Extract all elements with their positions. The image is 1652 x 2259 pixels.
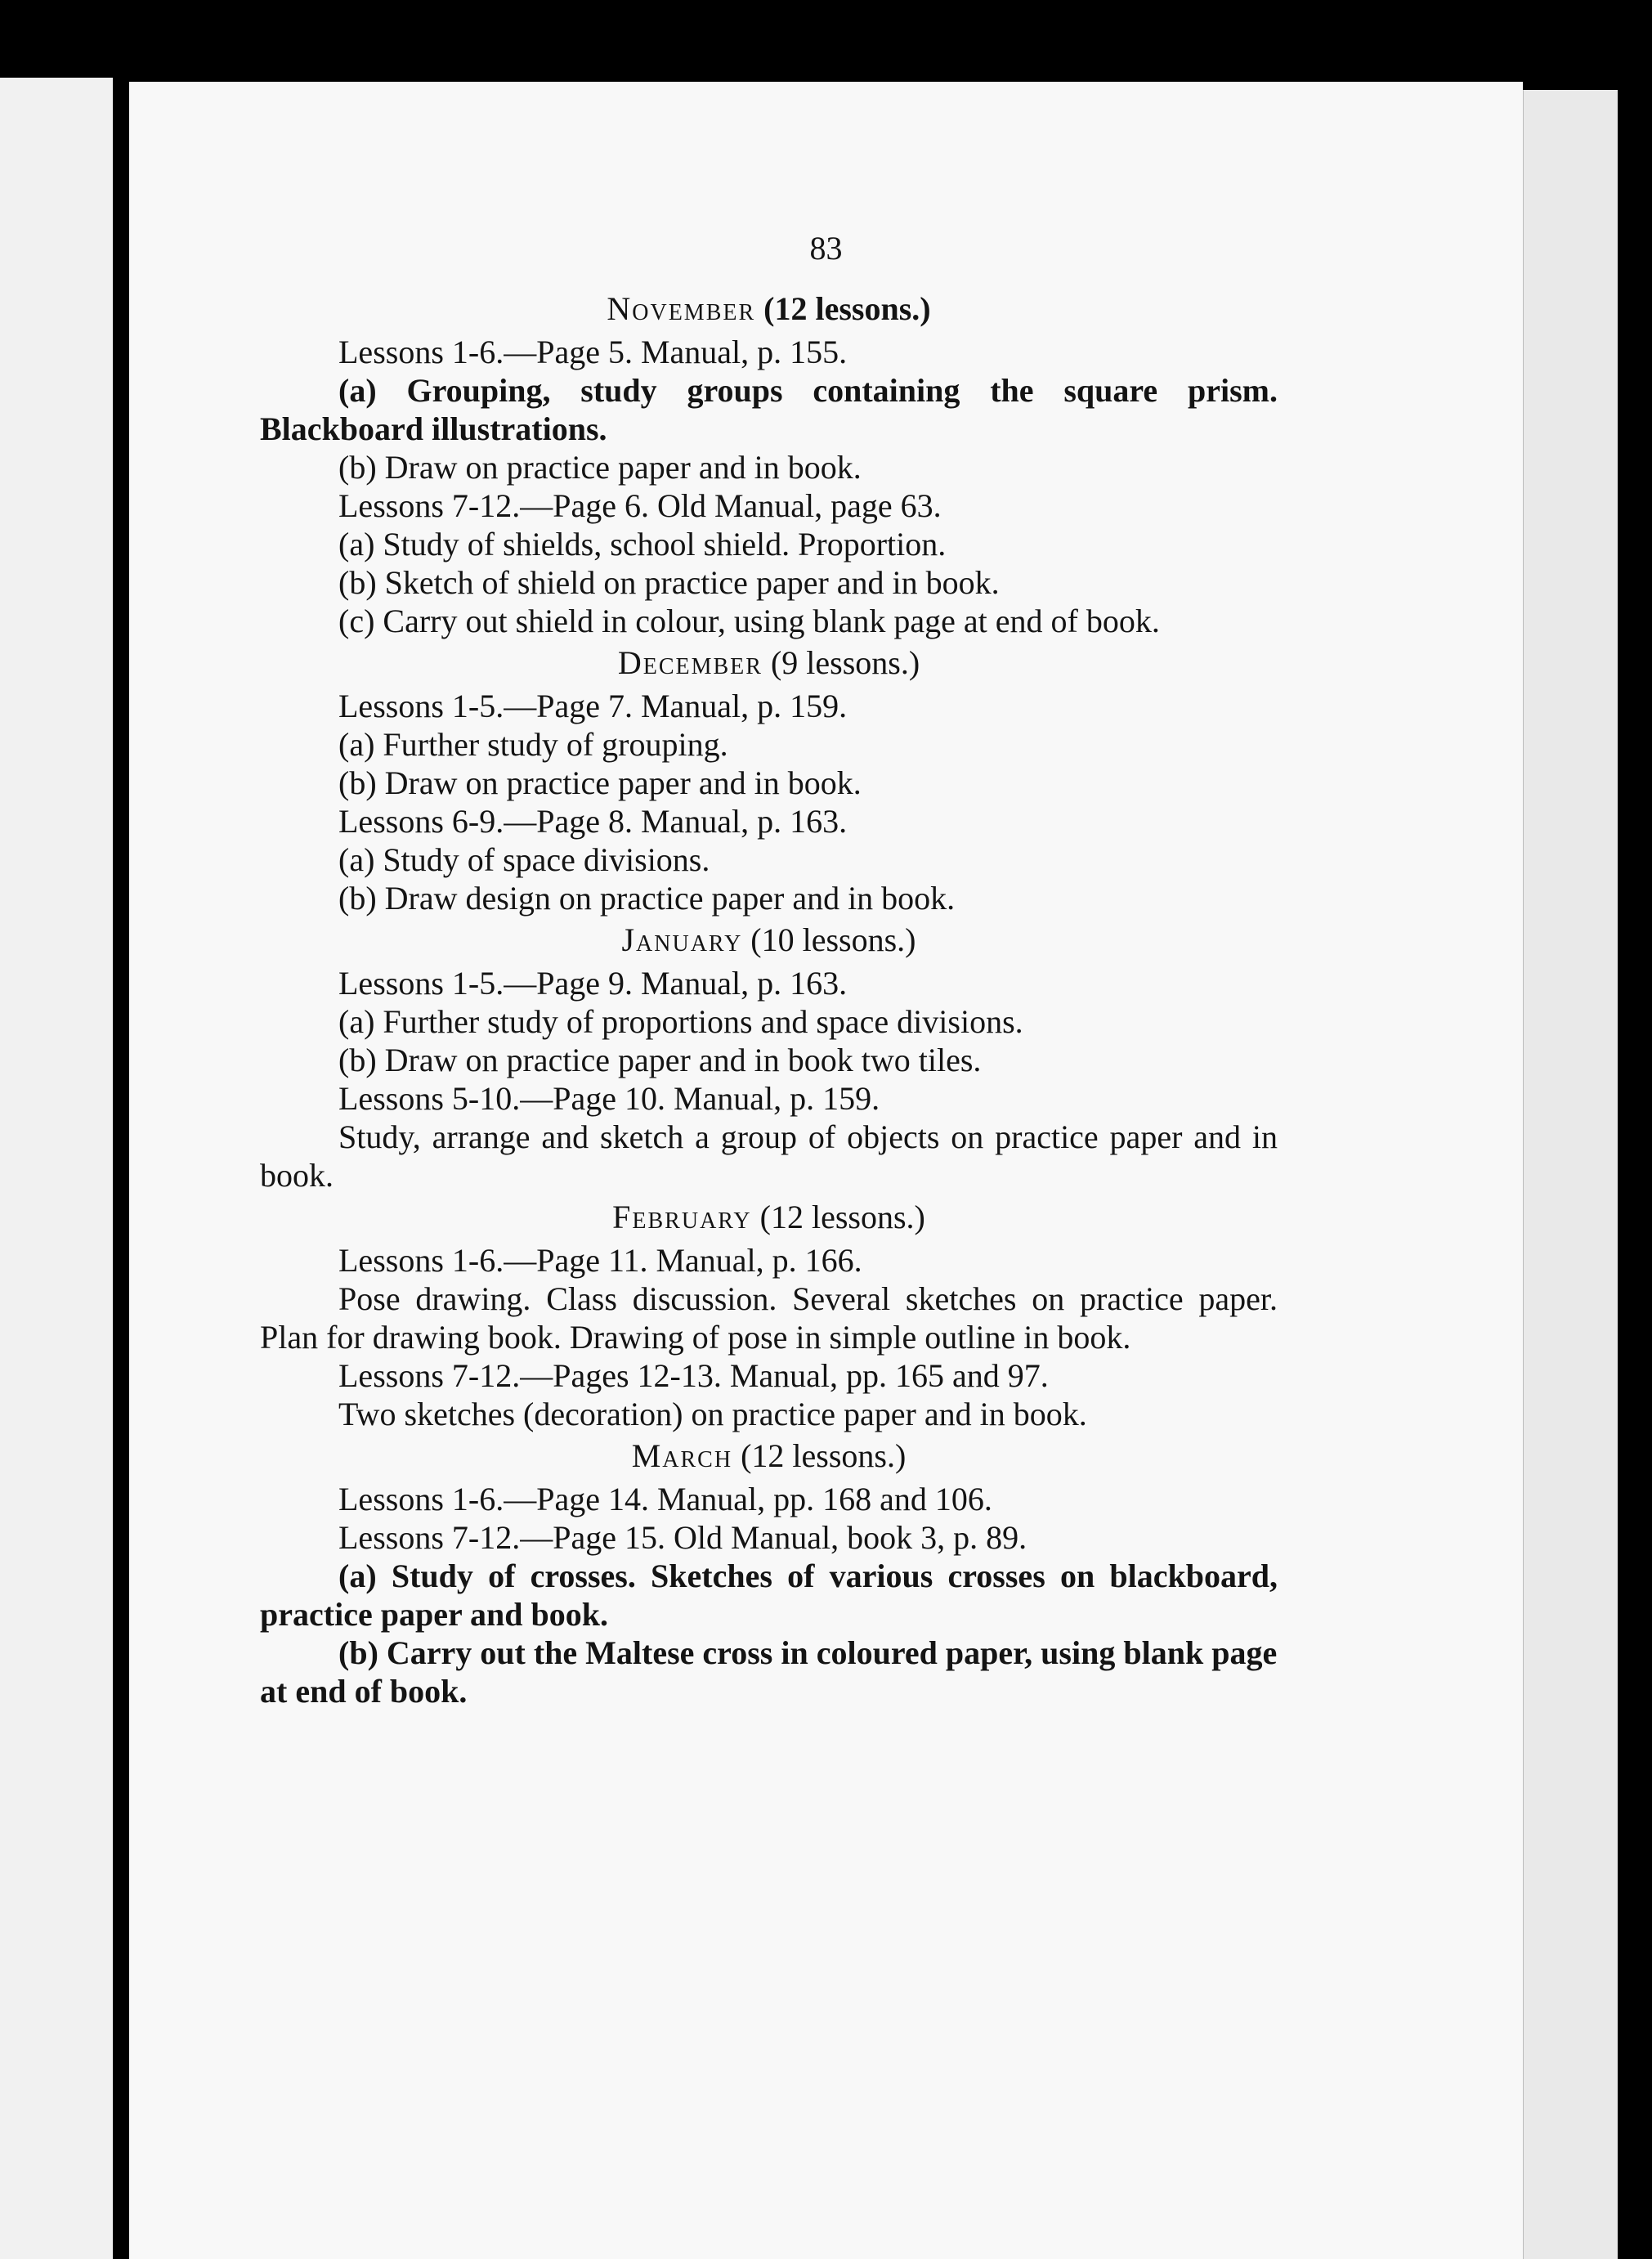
lesson-count: (9 lessons.) xyxy=(770,644,920,681)
text-line: (b) Draw on practice paper and in book. xyxy=(338,449,862,486)
syllabus-text xyxy=(260,286,1278,1710)
section-heading-december xyxy=(260,643,1278,682)
text-line: Lessons 7-12.—Page 15. Old Manual, book 3, p. 89. xyxy=(338,1519,1027,1556)
text-line: Lessons 1-5.—Page 9. Manual, p. 163. xyxy=(338,965,848,1002)
text-line: Lessons 6-9.—Page 8. Manual, p. 163. xyxy=(338,803,848,840)
text-line: (a) Study of space divisions. xyxy=(338,841,710,878)
text-line: (b) Draw on practice paper and in book. xyxy=(338,764,862,801)
text-line: Lessons 5-10.—Page 10. Manual, p. 159. xyxy=(338,1080,880,1117)
text-line: (a) Study of shields, school shield. Proportion. xyxy=(338,526,947,563)
text-line: (a) Further study of grouping. xyxy=(338,726,728,763)
text-line: (a) Grouping, study groups containing the square prism. Blackboard illustrations. xyxy=(260,372,1278,447)
book-gutter xyxy=(113,78,129,2259)
month-name: February xyxy=(612,1199,752,1235)
month-name: November xyxy=(607,290,756,327)
page-stack-edge xyxy=(1520,90,1618,2259)
text-line: Lessons 1-6.—Page 11. Manual, p. 166. xyxy=(338,1242,862,1279)
text-line: (b) Carry out the Maltese cross in coloured paper, using blank page at end of book. xyxy=(260,1634,1278,1710)
text-line: Lessons 7-12.—Page 6. Old Manual, page 63. xyxy=(338,487,942,524)
text-line: (b) Draw design on practice paper and in book. xyxy=(338,880,956,917)
book-page xyxy=(129,82,1523,2259)
text-line: Two sketches (decoration) on practice paper and in book. xyxy=(338,1396,1087,1432)
text-line: Lessons 1-5.—Page 7. Manual, p. 159. xyxy=(338,688,848,724)
text-line: (b) Draw on practice paper and in book two tiles. xyxy=(338,1042,982,1078)
facing-page-edge xyxy=(0,78,113,2259)
section-heading-january xyxy=(260,921,1278,959)
section-heading-february xyxy=(260,1198,1278,1236)
text-line: (a) Further study of proportions and space divisions. xyxy=(338,1003,1023,1040)
text-line: Pose drawing. Class discussion. Several sketches on practice paper. Plan for drawing book. Drawing of pose in simple outline in book. xyxy=(260,1280,1278,1356)
lesson-count: (12 lessons.) xyxy=(741,1437,907,1474)
text-line: Lessons 1-6.—Page 14. Manual, pp. 168 and 106. xyxy=(338,1481,992,1517)
month-name: January xyxy=(621,921,743,958)
lesson-count: (12 lessons.) xyxy=(763,290,931,327)
lesson-count: (12 lessons.) xyxy=(759,1199,925,1235)
page-number: 83 xyxy=(809,230,843,267)
text-line: (b) Sketch of shield on practice paper and in book. xyxy=(338,564,1000,601)
text-line: Study, arrange and sketch a group of objects on practice paper and in book. xyxy=(260,1118,1278,1194)
month-name: December xyxy=(617,644,763,681)
month-name: March xyxy=(631,1437,733,1474)
lesson-count: (10 lessons.) xyxy=(750,921,916,958)
text-line: (c) Carry out shield in colour, using blank page at end of book. xyxy=(338,603,1160,639)
text-line: (a) Study of crosses. Sketches of various crosses on blackboard, practice paper and book. xyxy=(260,1558,1278,1633)
section-heading-march xyxy=(260,1437,1278,1475)
text-line: Lessons 1-6.—Page 5. Manual, p. 155. xyxy=(338,334,848,370)
text-line: Lessons 7-12.—Pages 12-13. Manual, pp. 165 and 97. xyxy=(338,1357,1049,1394)
section-heading-november xyxy=(260,289,1278,328)
